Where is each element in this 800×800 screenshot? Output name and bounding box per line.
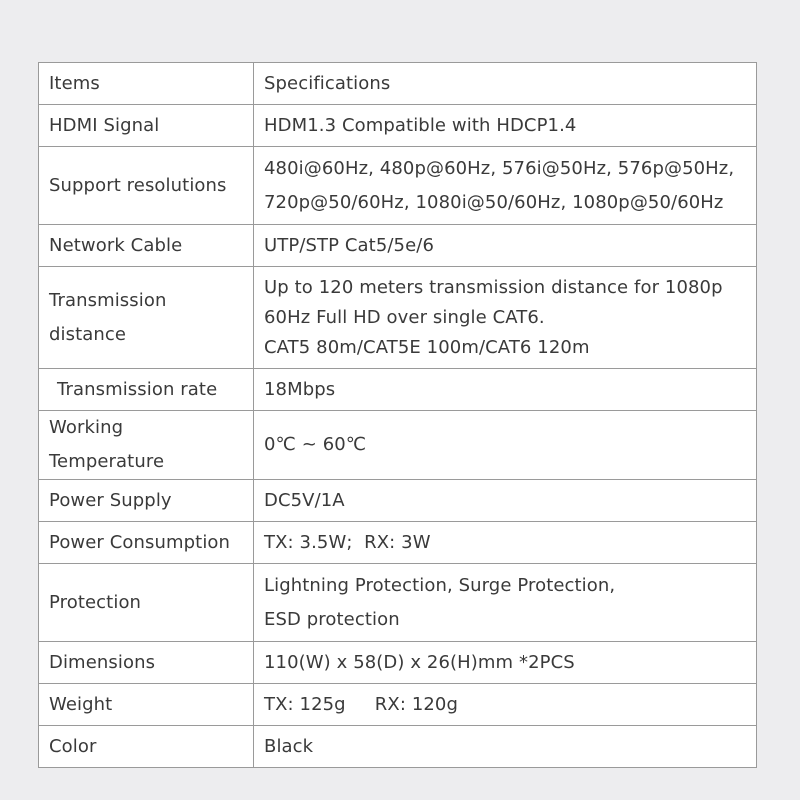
value-line: UTP/STP Cat5/5e/6: [264, 234, 435, 256]
row-value: [254, 684, 757, 726]
row-label: Transmission distance: [39, 267, 254, 369]
row-label: Dimensions: [39, 642, 254, 684]
value-line: 480i@60Hz, 480p@60Hz, 576i@50Hz, 576p@50Hz,: [264, 157, 735, 179]
value-line: TX: 3.5W; RX: 3W: [264, 531, 431, 553]
row-value: [254, 726, 757, 768]
value-line: ESD protection: [264, 608, 400, 630]
table-row: [39, 480, 757, 522]
row-value: [254, 105, 757, 147]
header-items: Items: [39, 63, 254, 105]
value-line: 720p@50/60Hz, 1080i@50/60Hz, 1080p@50/60Hz: [264, 191, 724, 213]
row-label: Color: [39, 726, 254, 768]
row-label: Power Consumption: [39, 522, 254, 564]
row-value: [254, 411, 757, 480]
table-row: [39, 147, 757, 225]
value-line: 110(W) x 58(D) x 26(H)mm *2PCS: [264, 651, 575, 673]
table-row: [39, 564, 757, 642]
table-row: [39, 225, 757, 267]
value-line: 60Hz Full HD over single CAT6.: [264, 306, 545, 328]
table-row: [39, 684, 757, 726]
value-line: Up to 120 meters transmission distance for 1080p: [264, 276, 723, 298]
value-line: HDM1.3 Compatible with HDCP1.4: [264, 114, 577, 136]
table-row: [39, 369, 757, 411]
row-value: [254, 369, 757, 411]
row-label: Protection: [39, 564, 254, 642]
row-value: [254, 267, 757, 369]
row-value: [254, 564, 757, 642]
table-row: [39, 522, 757, 564]
table-row: [39, 726, 757, 768]
value-line: Black: [264, 735, 314, 757]
table-row: [39, 267, 757, 369]
table-row: [39, 642, 757, 684]
row-label: Transmission rate: [39, 369, 254, 411]
table-header-row: [39, 63, 757, 105]
table-row: [39, 411, 757, 480]
value-line: TX: 125g RX: 120g: [264, 693, 459, 715]
row-label: Working Temperature: [39, 411, 254, 480]
value-line: 18Mbps: [264, 378, 336, 400]
row-value: [254, 147, 757, 225]
value-line: CAT5 80m/CAT5E 100m/CAT6 120m: [264, 336, 590, 358]
specifications-table: [38, 62, 757, 768]
header-specifications: Specifications: [254, 63, 757, 105]
row-value: [254, 522, 757, 564]
row-label: Network Cable: [39, 225, 254, 267]
value-line: DC5V/1A: [264, 489, 345, 511]
row-label: Weight: [39, 684, 254, 726]
row-value: [254, 480, 757, 522]
value-line: Lightning Protection, Surge Protection,: [264, 574, 616, 596]
row-value: [254, 225, 757, 267]
row-label: HDMI Signal: [39, 105, 254, 147]
table-row: [39, 105, 757, 147]
row-value: [254, 642, 757, 684]
value-line: 0℃ ~ 60℃: [264, 434, 367, 455]
row-label: Power Supply: [39, 480, 254, 522]
row-label: Support resolutions: [39, 147, 254, 225]
